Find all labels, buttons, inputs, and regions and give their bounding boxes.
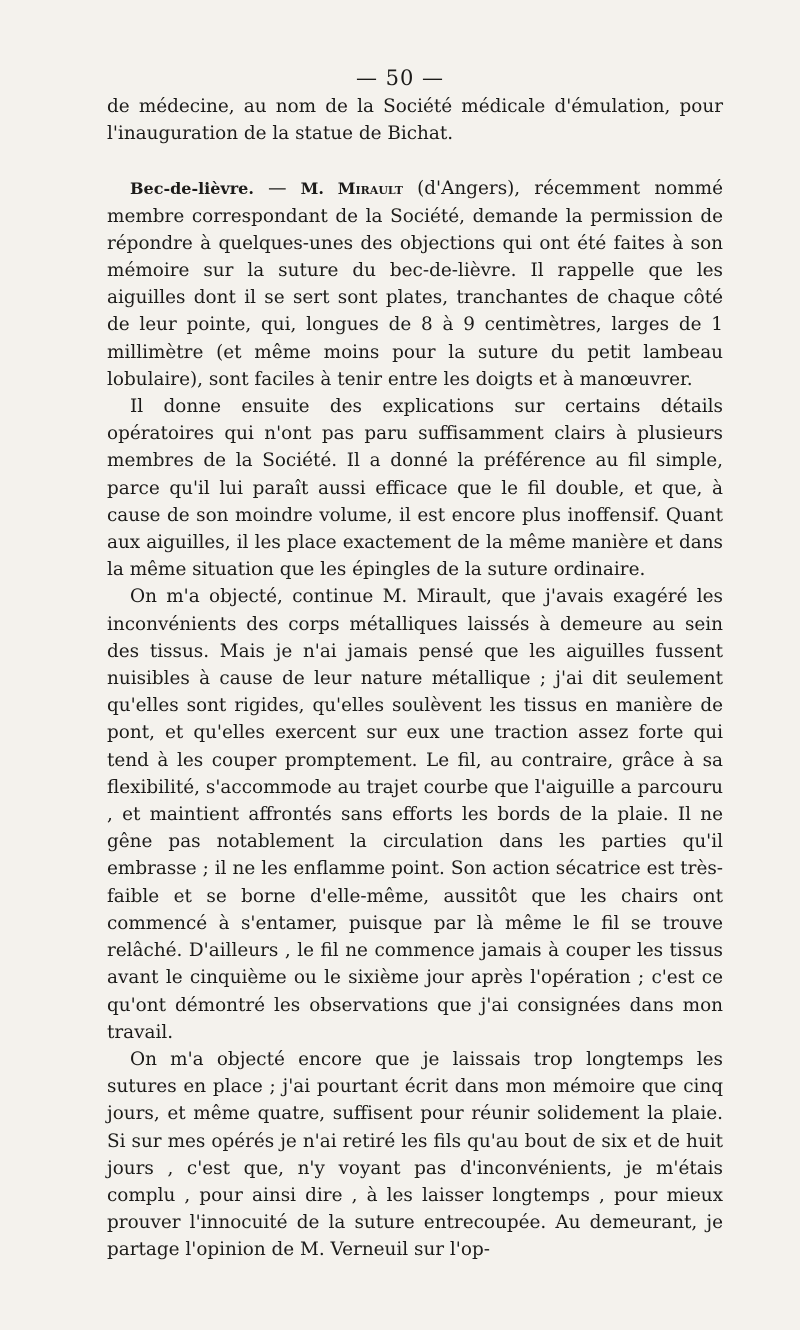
page-number: — 50 —: [355, 66, 445, 90]
paragraph-objection-duree: On m'a objecté encore que je laissais trop longtemps les sutures en place ; j'ai pourtant écrit dans mon mémoire que cinq jours, et même quatre, suffisent pour réunir solidement la plaie. Si sur mes opérés je n'ai retiré les fils qu'au bout de six et de huit jours , c'est que, n'y voyant pas d'inconvénients, je m'étais complu , pour ainsi dire , à les laisser longtemps , pour mieux prouver l'innocuité de la suture entrecoupée. Au demeurant, je partage l'opinion de M. Verneuil sur l'op-: [107, 1048, 723, 1261]
paragraph-continuation: de médecine, au nom de la Société médicale d'émulation, pour l'inauguration de la statue de Bichat.: [107, 96, 723, 145]
author-name: M. Mirault: [300, 179, 403, 199]
section-heading: Bec-de-lièvre.: [130, 179, 254, 199]
paragraph-text: (d'Angers), récemment nommé membre correspondant de la Société, demande la permission de répondre à quelques-unes des objections qui ont été faites à son mémoire sur la suture du bec-de-lièvre. Il rappelle que les aiguilles dont il se sert sont plates, tranchantes de chaque côté de leur pointe, qui, longues de 8 à 9 centimètres, larges de 1 millimètre (et même moins pour la suture du petit lambeau lobulaire), sont faciles à tenir entre les doigts et à manœuvrer.: [107, 178, 724, 390]
heading-dash: —: [253, 178, 301, 200]
paragraph-section-bec-de-lievre: [107, 175, 723, 393]
body-text: [107, 93, 723, 1264]
paragraph-objection-metal: On m'a objecté, continue M. Mirault, que j'avais exagéré les inconvénients des corps métalliques laissés à demeure au sein des tissus. Mais je n'ai jamais pensé que les aiguilles fussent nuisibles à cause de leur nature métallique ; j'ai dit seulement qu'elles sont rigides, qu'elles soulèvent les tissus en manière de pont, et qu'elles exercent sur eux une traction assez forte qui tend à les couper promptement. Le fil, au contraire, grâce à sa flexibilité, s'accommode au trajet courbe que l'aiguille a parcouru , et maintient affrontés sans efforts les bords de la plaie. Il ne gêne pas notablement la circulation dans les parties qu'il embrasse ; il ne les enflamme point. Son action sécatrice est très-faible et se borne d'elle-même, aussitôt que les chairs ont commencé à s'entamer, puisque par là même le fil se trouve relâché. D'ailleurs , le fil ne commence jamais à couper les tissus avant le cinquième ou le sixième jour après l'opération ; c'est ce qu'ont démontré les observations que j'ai consignées dans mon travail.: [107, 586, 723, 1043]
paragraph-explications: Il donne ensuite des explications sur certains détails opératoires qui n'ont pas paru suffisamment clairs à plusieurs membres de la Société. Il a donné la préférence au fil simple, parce qu'il lui paraît aussi efficace que le fil double, et que, à cause de son moindre volume, il est encore plus inoffensif. Quant aux aiguilles, il les place exactement de la même manière et dans la même situation que les épingles de la suture ordinaire.: [107, 396, 723, 581]
